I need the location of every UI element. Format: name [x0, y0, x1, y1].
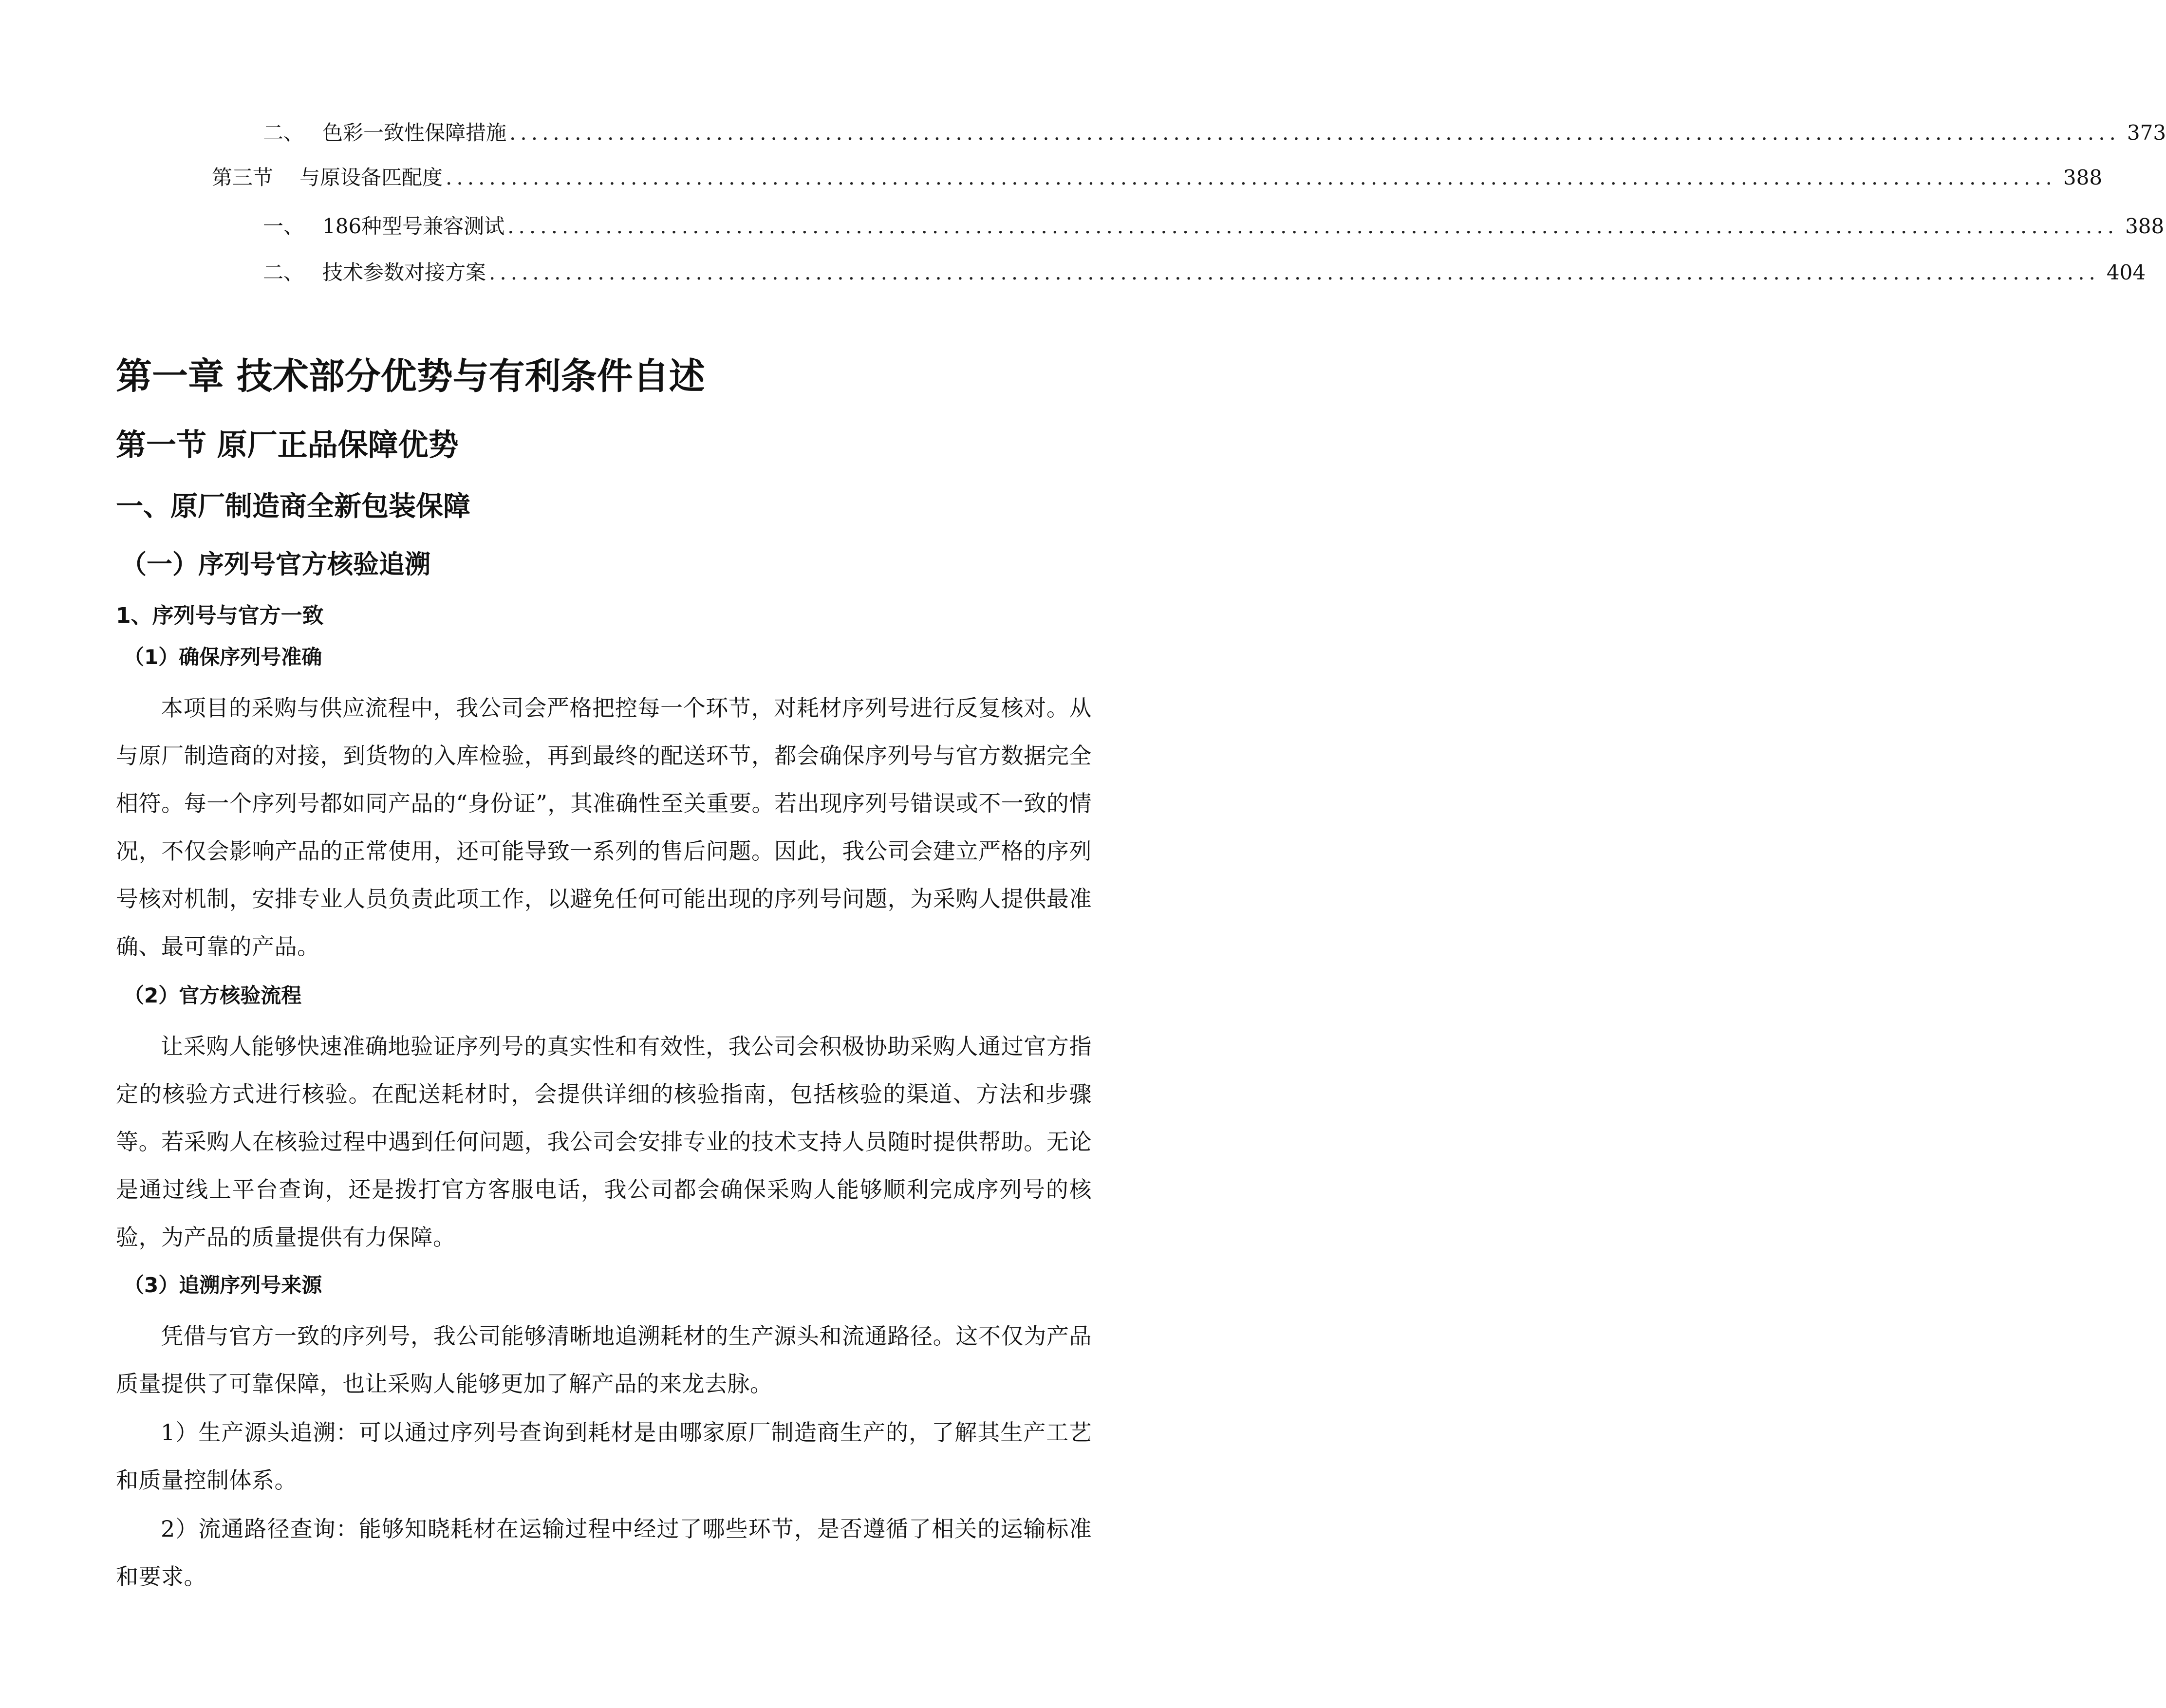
section-title: 第一节 原厂正品保障优势 — [116, 427, 459, 463]
point-title: （1）确保序列号准确 — [124, 645, 322, 669]
toc-leader: .................................................................................................................................................... — [446, 166, 2056, 189]
chapter-title: 第一章 技术部分优势与有利条件自述 — [116, 355, 705, 397]
toc-entry-label: 二、 色彩一致性保障措施 — [263, 121, 507, 145]
body-paragraph: 凭借与官方一致的序列号，我公司能够清晰地追溯耗材的生产源头和流通路径。这不仅为产品质量提供了可靠保障，也让采购人能够更加了解产品的来龙去脉。 — [116, 1323, 1092, 1397]
toc-entry-label: 二、 技术参数对接方案 — [263, 260, 486, 284]
item-title: 1、序列号与官方一致 — [116, 603, 324, 628]
toc-leader: .................................................................................................................................................... — [509, 121, 2120, 145]
toc-entry-label: 第三节 与原设备匹配度 — [212, 166, 443, 189]
point-title: （2）官方核验流程 — [124, 984, 302, 1007]
body-paragraph: 本项目的采购与供应流程中，我公司会严格把控每一个环节，对耗材序列号进行反复核对。从与原厂制造商的对接，到货物的入库检验，再到最终的配送环节，都会确保序列号与官方数据完全相符。每一个序列号都如同产品的“身份证”，其准确性至关重要。若出现序列号错误或不一致的情况，不仅会影响产品的正常使用，还可能导致一系列的售后问题。因此，我公司会建立严格的序列号核对机制，安排专业人员负责此项工作，以避免任何可能出现的序列号问题，为采购人提供最准确、最可靠的产品。 — [116, 695, 1092, 960]
toc-entry[interactable] — [263, 258, 2146, 287]
toc-entry[interactable] — [263, 212, 2165, 241]
body-paragraph: 1）生产源头追溯：可以通过序列号查询到耗材是由哪家原厂制造商生产的，了解其生产工艺和质量控制体系。 — [116, 1419, 1092, 1493]
toc-entry[interactable] — [263, 118, 2166, 148]
toc-leader: .................................................................................................................................................... — [507, 214, 2119, 238]
toc-entry[interactable] — [212, 163, 2103, 192]
toc-page-number: 404 — [2106, 260, 2146, 284]
subsubsection-title: （一）序列号官方核验追溯 — [121, 550, 430, 579]
subsection-title: 一、原厂制造商全新包装保障 — [116, 491, 470, 522]
toc-page-number: 388 — [2125, 214, 2165, 238]
toc-leader: .................................................................................................................................................... — [489, 260, 2100, 284]
toc-page-number: 388 — [2063, 166, 2103, 189]
toc-entry-label: 一、 186种型号兼容测试 — [263, 214, 505, 238]
point-title: （3）追溯序列号来源 — [124, 1273, 322, 1297]
toc-page-number: 373 — [2127, 121, 2166, 145]
body-paragraph: 2）流通路径查询：能够知晓耗材在运输过程中经过了哪些环节，是否遵循了相关的运输标准和要求。 — [116, 1516, 1092, 1590]
body-paragraph: 让采购人能够快速准确地验证序列号的真实性和有效性，我公司会积极协助采购人通过官方指定的核验方式进行核验。在配送耗材时，会提供详细的核验指南，包括核验的渠道、方法和步骤等。若采购人在核验过程中遇到任何问题，我公司会安排专业的技术支持人员随时提供帮助。无论是通过线上平台查询，还是拨打官方客服电话，我公司都会确保采购人能够顺利完成序列号的核验，为产品的质量提供有力保障。 — [116, 1033, 1092, 1250]
